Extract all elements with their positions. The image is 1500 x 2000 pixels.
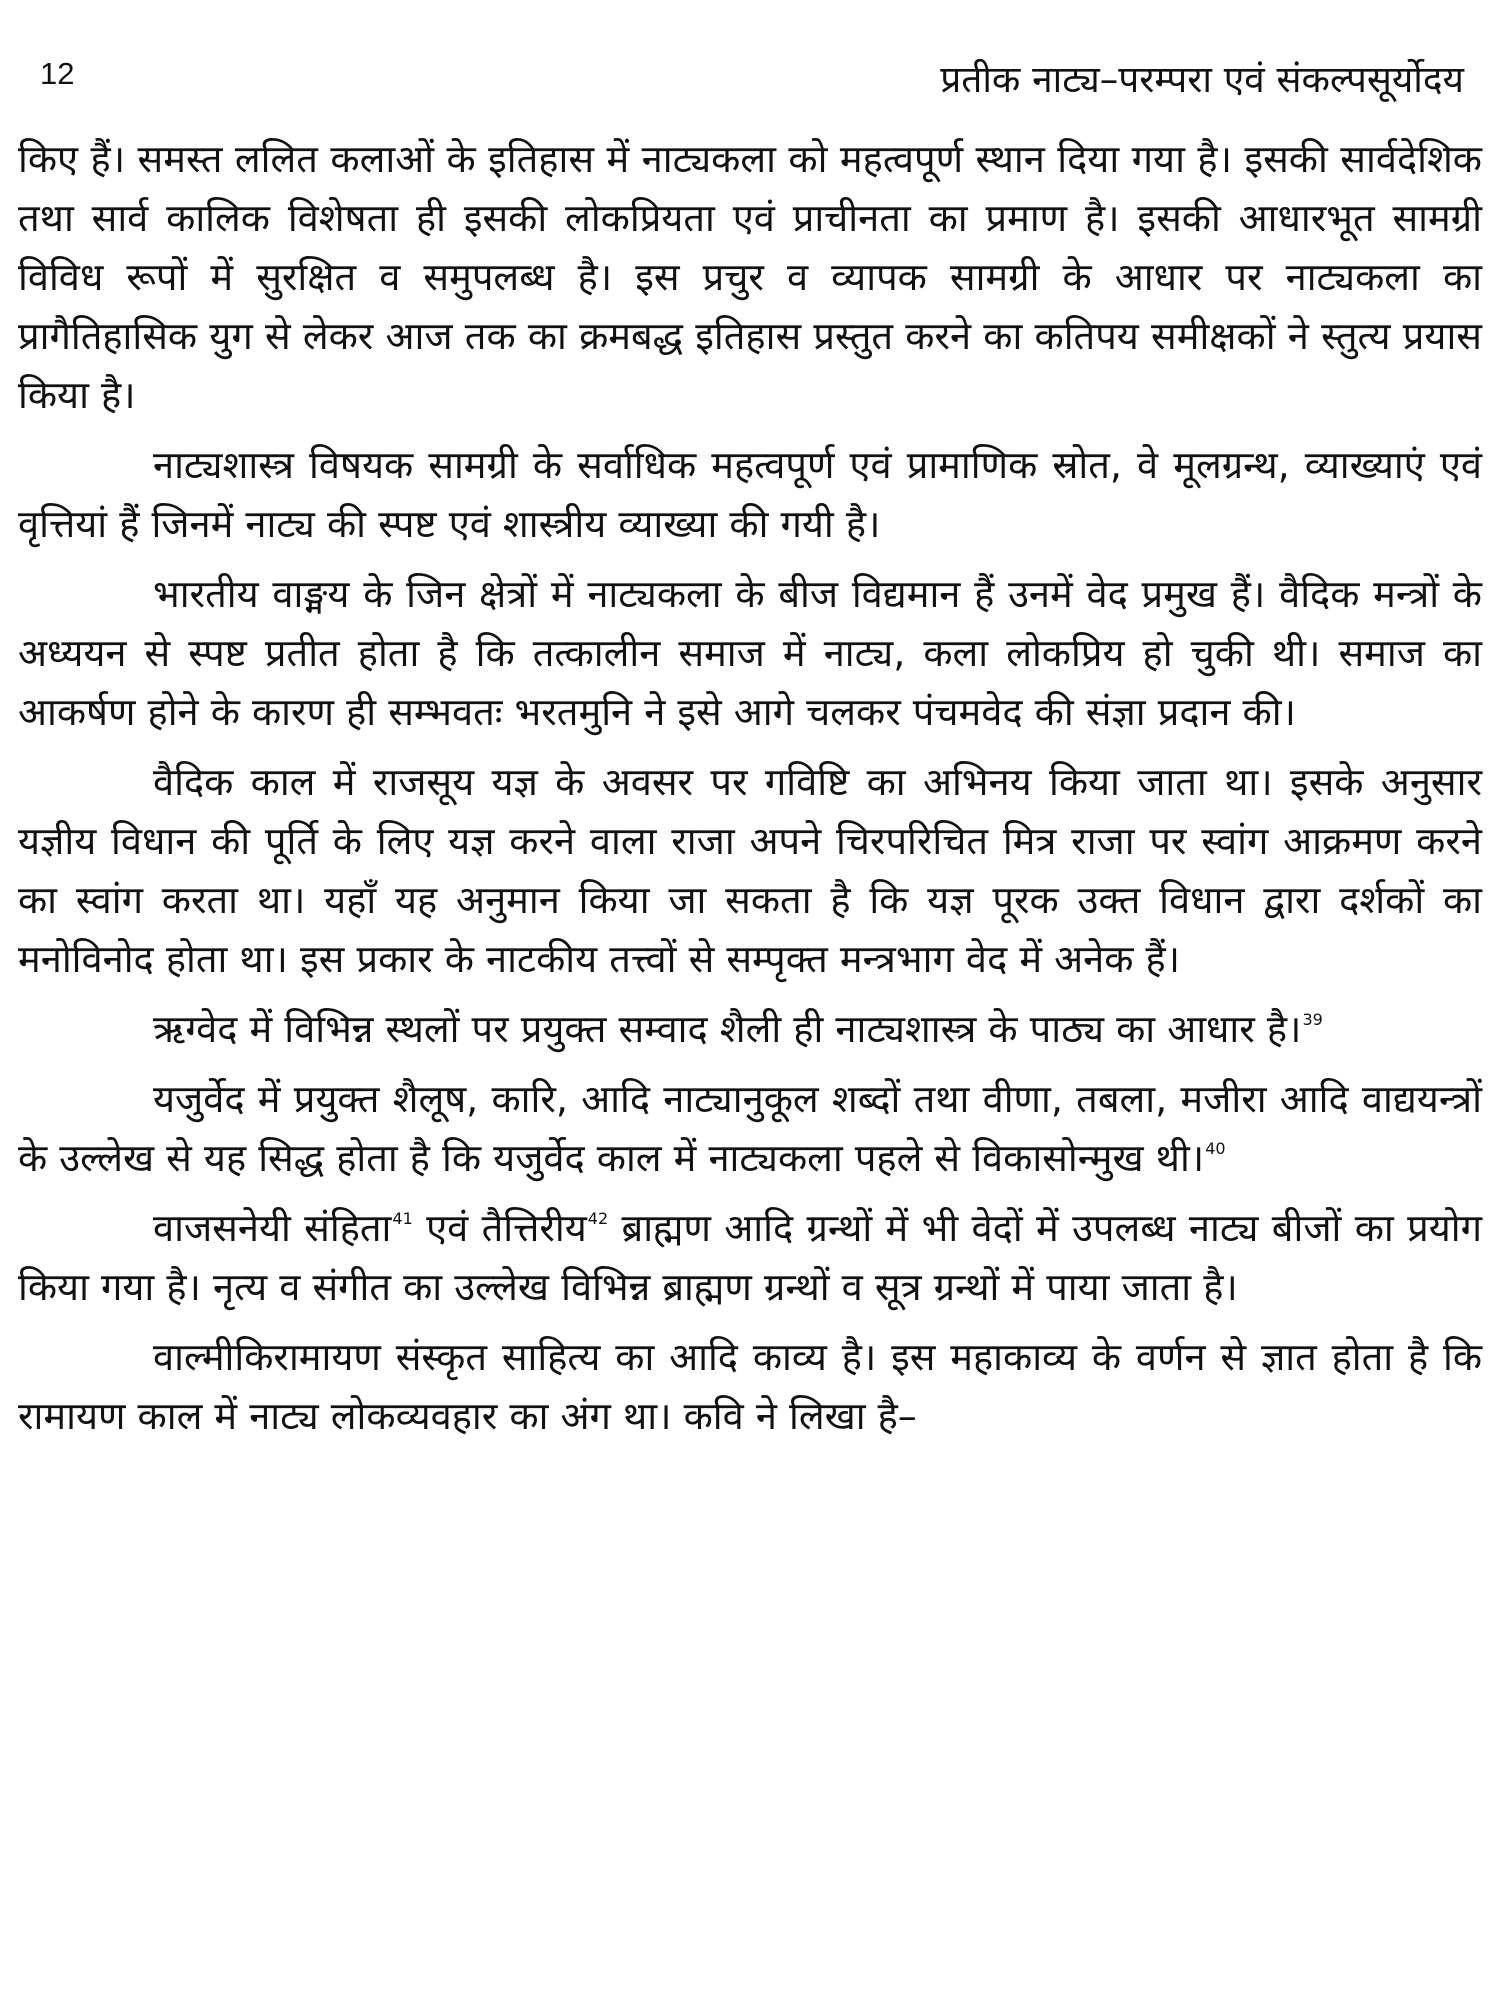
paragraph [18,1328,1482,1446]
footnote-marker: 40 [1205,1139,1226,1158]
page-header [18,52,1482,112]
paragraph-text: ऋग्वेद में विभिन्न स्थलों पर प्रयुक्त सम्वाद शैली ही नाट्यशास्त्र के पाठ्य का आधार है। [153,1007,1302,1051]
running-title: प्रतीक नाट्य–परम्परा एवं संकल्पसूर्योदय [940,58,1464,101]
paragraph-text: वैदिक काल में राजसूय यज्ञ के अवसर पर गविष्टि का अभिनय किया जाता था। इसके अनुसार यज्ञीय विधान की पूर्ति के लिए यज्ञ करने वाला राजा अपने चिरपरिचित मित्र राजा पर स्वांग आक्रमण करने का स्वांग करता था। यहाँ यह अनुमान किया जा सकता है कि यज्ञ पूरक उक्त विधान द्वारा दर्शकों का मनोविनोद होता था। इस प्रकार के नाटकीय तत्त्वों से सम्पृक्त मन्त्रभाग वेद में अनेक हैं। [18,760,1482,981]
paragraph [18,753,1482,989]
paragraph-text: वाजसनेयी संहिता [153,1206,392,1250]
page-number: 12 [40,56,75,91]
paragraph [18,1199,1482,1317]
footnote-marker: 39 [1302,1010,1323,1029]
body-text [18,130,1482,1446]
paragraph-text: ब्राह्मण आदि ग्रन्थों में भी वेदों में उपलब्ध नाट्य बीजों का प्रयोग किया गया है। नृत्य व संगीत का उल्लेख विभिन्न ब्राह्मण ग्रन्थों व सूत्र ग्रन्थों में पाया जाता है। [18,1206,1482,1309]
footnote-marker: 42 [587,1209,609,1228]
paragraph [18,436,1482,554]
paragraph [18,1000,1482,1059]
paragraph [18,1070,1482,1188]
paragraph-text: भारतीय वाङ्मय के जिन क्षेत्रों में नाट्यकला के बीज विद्यमान हैं उनमें वेद प्रमुख हैं। वैदिक मन्त्रों के अध्ययन से स्पष्ट प्रतीत होता है कि तत्कालीन समाज में नाट्य, कला लोकप्रिय हो चुकी थी। समाज का आकर्षण होने के कारण ही सम्भवतः भरतमुनि ने इसे आगे चलकर पंचमवेद की संज्ञा प्रदान की। [18,572,1482,734]
paragraph-text: एवं तैत्तिरीय [412,1206,587,1250]
paragraph [18,565,1482,742]
paragraph-text: वाल्मीकिरामायण संस्कृत साहित्य का आदि काव्य है। इस महाकाव्य के वर्णन से ज्ञात होता है कि रामायण काल में नाट्य लोकव्यवहार का अंग था। कवि ने लिखा है– [18,1335,1482,1438]
paragraph-text: किए हैं। समस्त ललित कलाओं के इतिहास में नाट्यकला को महत्वपूर्ण स्थान दिया गया है। इसकी सार्वदेशिक तथा सार्व कालिक विशेषता ही इसकी लोकप्रियता एवं प्राचीनता का प्रमाण है। इसकी आधारभूत सामग्री विविध रूपों में सुरक्षित व समुपलब्ध है। इस प्रचुर व व्यापक सामग्री के आधार पर नाट्यकला का प्रागैतिहासिक युग से लेकर आज तक का क्रमबद्ध इतिहास प्रस्तुत करने का कतिपय समीक्षकों ने स्तुत्य प्रयास किया है। [18,137,1482,417]
footnote-marker: 41 [392,1209,413,1228]
paragraph-text: नाट्यशास्त्र विषयक सामग्री के सर्वाधिक महत्वपूर्ण एवं प्रामाणिक स्रोत, वे मूलग्रन्थ, व्याख्याएं एवं वृत्तियां हैं जिनमें नाट्य की स्पष्ट एवं शास्त्रीय व्याख्या की गयी है। [18,443,1482,546]
paragraph [18,130,1482,425]
paragraph-text: यजुर्वेद में प्रयुक्त शैलूष, कारि, आदि नाट्यानुकूल शब्दों तथा वीणा, तबला, मजीरा आदि वाद्ययन्त्रों के उल्लेख से यह सिद्ध होता है कि यजुर्वेद काल में नाट्यकला पहले से विकासोन्मुख थी। [18,1077,1482,1180]
